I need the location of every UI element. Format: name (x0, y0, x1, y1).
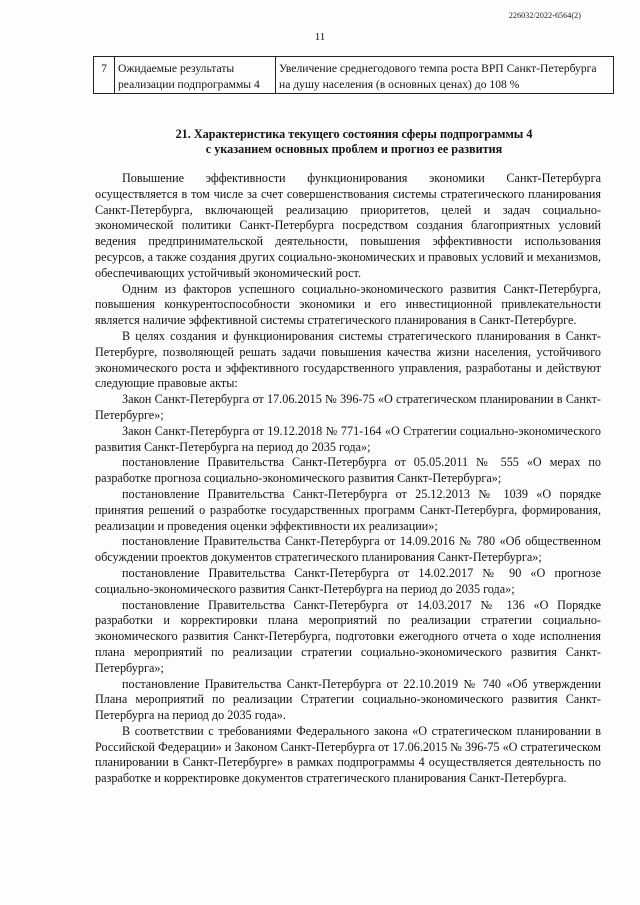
document-registration-number: 226032/2022-6564(2) (508, 11, 581, 20)
section-title-line-1: 21. Характеристика текущего состояния сферы подпрограммы 4 (175, 127, 533, 141)
paragraph: Одним из факторов успешного социально-экономического развития Санкт-Петербурга, повышения конкурентоспособности экономики и его инвестиционной привлекательности является наличие эффективной системы стратегического планирования в Санкт-Петербурге. (95, 281, 601, 328)
table-cell-indicator-value: Увеличение среднегодового темпа роста ВРП Санкт-Петербурга на душу населения (в основных ценах) до 108 % (276, 57, 614, 94)
results-table (93, 56, 614, 94)
table-cell-indicator-name: Ожидаемые результаты реализации подпрограммы 4 (115, 57, 276, 94)
paragraph: Повышение эффективности функционирования экономики Санкт-Петербурга осуществляется в том числе за счет совершенствования системы стратегического планирования Санкт-Петербурга, включающей реализацию приоритетов, целей и задач социально-экономической политики Санкт-Петербурга посредством создания благоприятных условий ведения предпринимательской деятельности, повышения эффективности использования ресурсов, а также создания других социально-экономических и правовых условий и механизмов, обеспечивающих устойчивый экономический рост. (95, 171, 601, 280)
paragraph: В соответствии с требованиями Федерального закона «О стратегическом планировании в Российской Федерации» и Законом Санкт-Петербурга от 17.06.2015 № 396-75 «О стратегическом планировании в Санкт-Петербурге» в рамках подпрограммы 4 осуществляется деятельность по разработке и корректировке документов стратегического планирования Санкт-Петербурга. (95, 723, 601, 786)
paragraph: постановление Правительства Санкт-Петербурга от 05.05.2011 № 555 «О мерах по разработке прогноза социально-экономического развития Санкт-Петербурга»; (95, 455, 601, 486)
paragraph: постановление Правительства Санкт-Петербурга от 22.10.2019 № 740 «Об утверждении Плана мероприятий по реализации Стратегии социально-экономического развития Санкт-Петербурга на период до 2035 года». (95, 676, 601, 723)
paragraph: постановление Правительства Санкт-Петербурга от 14.02.2017 № 90 «О прогнозе социально-экономического развития Санкт-Петербурга на период до 2035 года»; (95, 565, 601, 596)
paragraph: В целях создания и функционирования системы стратегического планирования в Санкт-Петербурге, позволяющей решать задачи повышения качества жизни населения, устойчивого экономического роста и эффективного государственного управления, разработаны и действуют следующие правовые акты: (95, 328, 601, 391)
paragraph: Закон Санкт-Петербурга от 17.06.2015 № 396-75 «О стратегическом планировании в Санкт-Петербурге»; (95, 392, 601, 422)
page-number: 11 (314, 31, 326, 43)
paragraph: постановление Правительства Санкт-Петербурга от 25.12.2013 № 1039 «О порядке принятия решений о разработке государственных программ Санкт-Петербурга, формирования, реализации и проведения оценки эффективности их реализации»; (95, 486, 601, 533)
paragraph: постановление Правительства Санкт-Петербурга от 14.03.2017 № 136 «О Порядке разработки и корректировки плана мероприятий по реализации стратегии социально-экономического развития Санкт-Петербурга, подготовки ежегодного отчета о ходе исполнения плана мероприятий по реализации стратегии социально-экономического развития Санкт-Петербурга»; (95, 597, 601, 675)
paragraph: Закон Санкт-Петербурга от 19.12.2018 № 771-164 «О Стратегии социально-экономического развития Санкт-Петербурга на период до 2035 года»; (95, 423, 601, 454)
section-title-line-2: с указанием основных проблем и прогноз ее развития (205, 142, 503, 156)
table-cell-row-number: 7 (94, 57, 115, 94)
table-row (94, 57, 614, 94)
section-title (94, 127, 614, 157)
paragraph: постановление Правительства Санкт-Петербурга от 14.09.2016 № 780 «Об общественном обсуждении проектов документов стратегического планирования Санкт-Петербурга»; (95, 534, 601, 565)
body-text (95, 171, 601, 787)
